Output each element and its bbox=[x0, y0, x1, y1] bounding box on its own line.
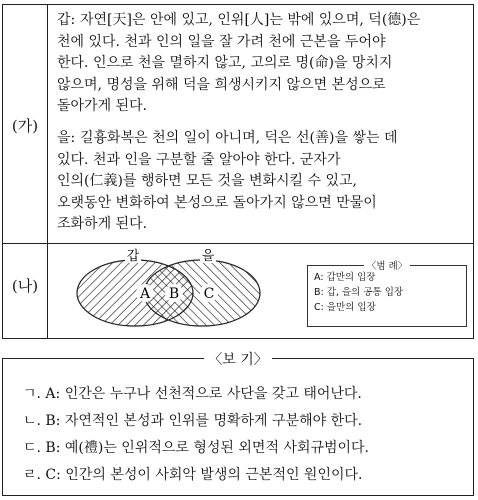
eul-speaker: 을: bbox=[57, 130, 76, 146]
eul-line: 있다. 천과 인을 구분할 줄 알아야 한다. 군자가 bbox=[57, 151, 341, 168]
row-label-na: (나) bbox=[11, 277, 39, 295]
eul-line: 조화하게 된다. bbox=[57, 216, 148, 232]
eul-line: 인의(仁義)를 행하면 모든 것을 변화시킬 수 있고, bbox=[57, 173, 357, 189]
boki-box bbox=[2, 352, 474, 496]
boki-title: 〈보 기〉 bbox=[3, 349, 473, 369]
passage-table bbox=[2, 4, 474, 339]
legend-item: C: 을만의 입장 bbox=[314, 302, 376, 313]
gap-line: 자연[天]은 안에 있고, 인위[人]는 밖에 있으며, 덕(德)은 bbox=[80, 12, 421, 28]
gap-line: 한다. 인으로 천을 멸하지 않고, 고의로 명(命)을 망치지 bbox=[57, 55, 393, 71]
legend-item: A: 갑만의 입장 bbox=[314, 272, 376, 283]
boki-item-4: ㄹ. C: 인간의 본성이 사회악 발생의 근본적인 원인이다. bbox=[23, 467, 363, 483]
region-label-a: A bbox=[139, 286, 151, 302]
boki-item-2: ㄴ. B: 자연적인 본성과 인위를 명확하게 구분해야 한다. bbox=[23, 413, 363, 429]
region-label-b: B bbox=[168, 286, 180, 302]
eul-passage bbox=[57, 128, 467, 236]
region-label-c: C bbox=[203, 286, 215, 302]
gap-line: 않으며, 명성을 위해 덕을 희생시키지 않으면 본성으로 bbox=[57, 76, 386, 93]
eul-line: 길흉화복은 천의 일이 아니며, 덕은 선(善)을 쌓는 데 bbox=[80, 130, 398, 146]
row-label-ga: (가) bbox=[11, 117, 39, 135]
legend-box bbox=[307, 261, 467, 327]
circle-label-gap: 갑 bbox=[126, 249, 140, 264]
gap-speaker: 갑: bbox=[57, 12, 76, 28]
gap-line: 돌아가게 된다. bbox=[57, 98, 148, 114]
eul-line: 오랫동안 변화하여 본성으로 돌아가지 않으면 만물이 bbox=[57, 194, 377, 211]
boki-item-1: ㄱ. A: 인간은 누구나 선천적으로 사단을 갖고 태어난다. bbox=[23, 386, 362, 402]
venn-diagram bbox=[47, 243, 287, 339]
gap-line: 천에 있다. 천과 인의 일을 잘 가려 천에 근본을 두어야 bbox=[57, 33, 386, 50]
circle-label-eul: 을 bbox=[201, 249, 215, 264]
legend-item: B: 갑, 을의 공통 입장 bbox=[314, 287, 404, 298]
legend-title: 〈범 례〉 bbox=[308, 259, 466, 274]
gap-passage bbox=[57, 10, 467, 118]
boki-item-3: ㄷ. B: 예(禮)는 인위적으로 형성된 외면적 사회규범이다. bbox=[23, 440, 370, 456]
venn-diagram-area bbox=[47, 243, 473, 338]
